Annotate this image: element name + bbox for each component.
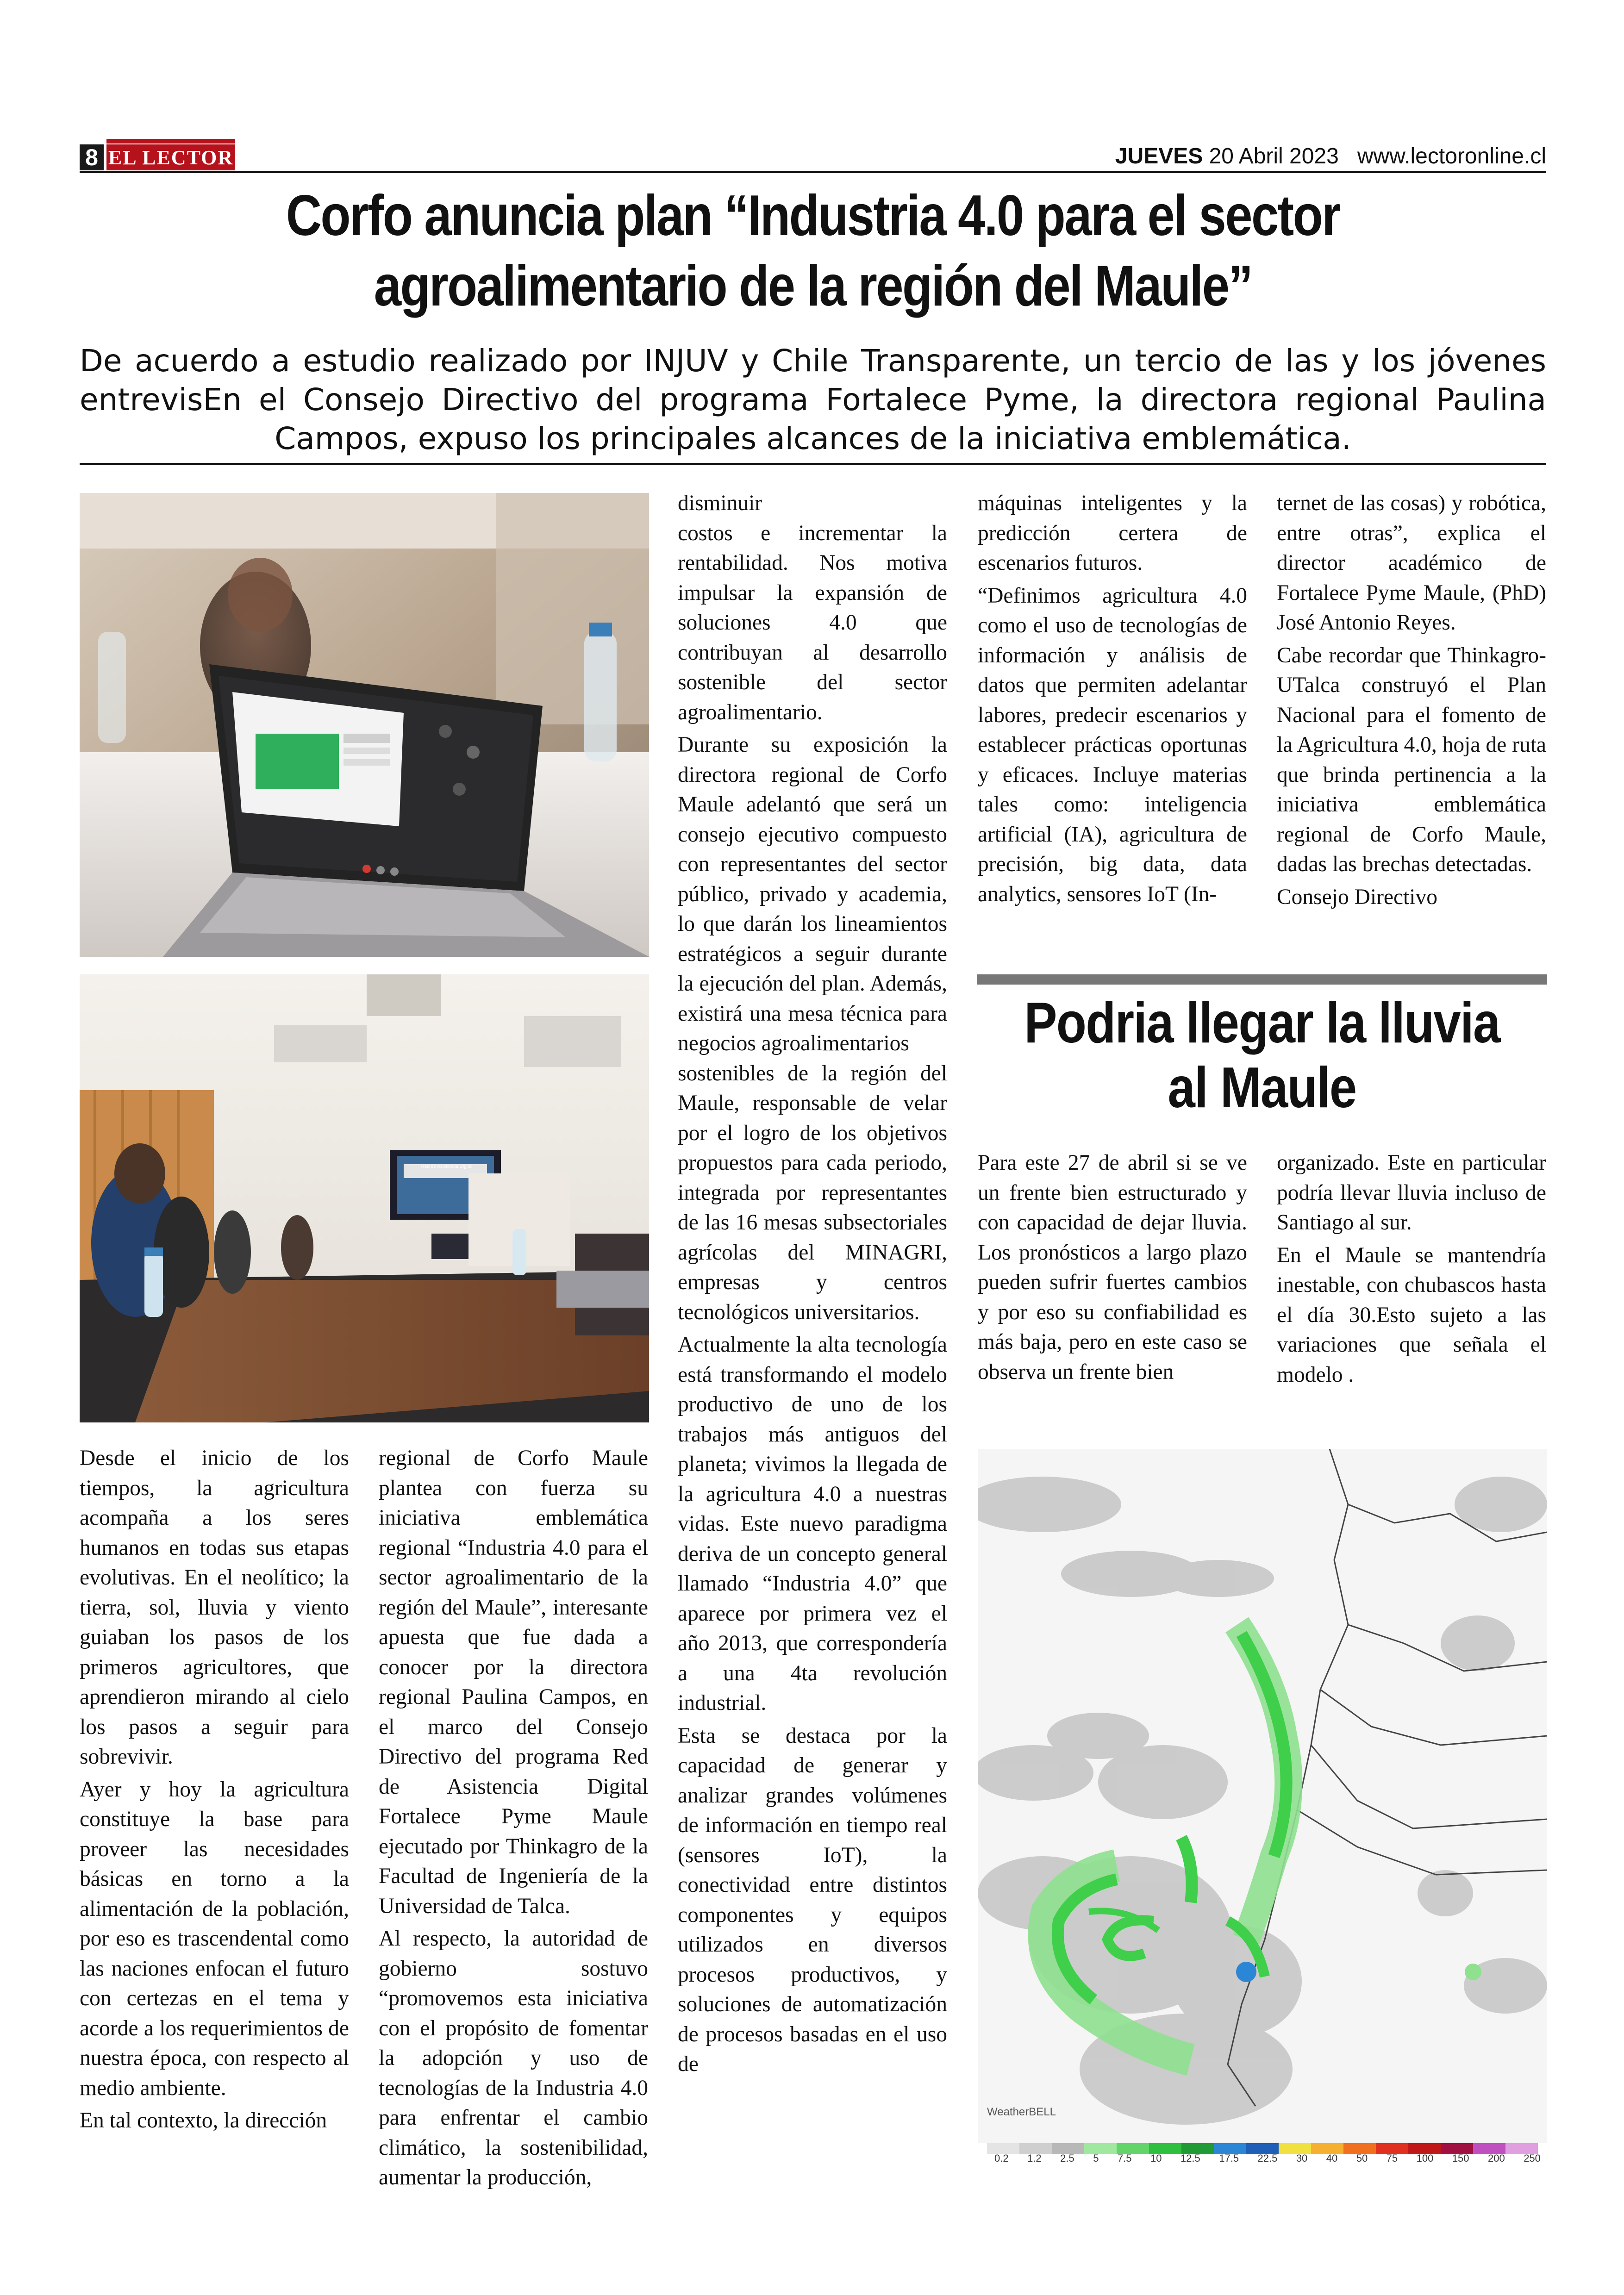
precipitation-map-image	[978, 1449, 1547, 2180]
map-watermark: WeatherBELL	[987, 2106, 1056, 2118]
page-number: 8	[80, 144, 104, 170]
paragraph: Durante su exposición la directora regional de Corfo Maule adelantó que será un consejo ejecutivo compuesto con representantes del sector público, privado y academia, lo que darán los lineamientos estratégicos a seguir durante la ejecución del plan. Además, existirá una mesa técnica para negocios agroalimentarios	[678, 733, 947, 1055]
paragraph: ternet de las cosas) y robótica, entre otras”, explica el director académico de Fortalece Pyme Maule, (PhD) José Antonio Reyes.	[1277, 491, 1546, 635]
paragraph: Para este 27 de abril si se ve un frente bien estructurado y con capacidad de dejar lluvia. Los pronósticos a largo plazo pueden sufrir fuertes cambios y por eso su confiabilidad es más baja, pero en este caso se observa un frente bien	[978, 1151, 1247, 1384]
header-dateline	[1115, 143, 1546, 170]
meeting-room-image	[80, 974, 649, 1422]
paragraph: Desde el inicio de los tiempos, la agricultura acompaña a los seres humanos en todas sus etapas evolutivas. En el neolítico; la tierra, sol, lluvia y viento guiaban los pasos de los primeros agricultores, que aprendieron mirando al cielo los pasos a seguir para sobrevivir.	[80, 1446, 349, 1769]
photo-screen-caption: Red de Asistencia Digital	[421, 1164, 473, 1169]
photo-laptop-meeting	[80, 493, 649, 957]
headline-line-1: Corfo anuncia plan “Industria 4.0 para el sector	[286, 184, 1340, 248]
newspaper-logo: EL LECTOR	[106, 144, 235, 170]
legend-label: 7.5	[1117, 2152, 1132, 2164]
paragraph: regional de Corfo Maule plantea con fuerza su iniciativa emblemática regional “Industria 4.0 para el sector agroalimentario de la región del Maule”, interesante apuesta que fue dada a conocer por la directora regional Paulina Campos, en el marco del Consejo Directivo del programa Red de Asistencia Digital Fortalece Pyme Maule ejecutado por Thinkagro de la Facultad de Ingeniería de la Universidad de Talca.	[379, 1446, 648, 1918]
article1-column-3	[678, 488, 947, 2082]
legend-label: 100	[1416, 2152, 1434, 2164]
laptop-photo-image	[80, 493, 649, 957]
headline-line-2: agroalimentario de la región del Maule”	[374, 254, 1252, 318]
article2-column-2	[1277, 1148, 1546, 1392]
article-headline	[182, 181, 1443, 321]
header-rule	[80, 171, 1546, 173]
legend-label: 150	[1452, 2152, 1469, 2164]
legend-label: 1.2	[1027, 2152, 1042, 2164]
paragraph: máquinas inteligentes y la predicción certera de escenarios futuros.	[978, 491, 1247, 575]
legend-label: 200	[1488, 2152, 1505, 2164]
paragraph: Esta se destaca por la capacidad de generar y analizar grandes volúmenes de información en tiempo real (sensores IoT), la conectividad entre distintos componentes y equipos utilizados en diversos procesos productivos, y soluciones de automatización de procesos basadas en el uso de	[678, 1723, 947, 2076]
paragraph: Ayer y hoy la agricultura constituye la base para proveer las necesidades básicas en torno a la alimentación de la población, por eso es trascendental como las naciones enfocan el futuro con certezas en el tema y acorde a los requerimientos de nuestra época, con respecto al medio ambiente.	[80, 1777, 349, 2100]
paragraph: costos e incrementar la rentabilidad. Nos motiva impulsar la expansión de soluciones 4.0 que contribuyan al desarrollo sostenible del sector agroalimentario.	[678, 521, 947, 724]
paragraph: En el Maule se mantendría inestable, con chubascos hasta el día 30.Esto sujeto a las variaciones que señala el modelo .	[1277, 1243, 1546, 1387]
legend-label: 22.5	[1257, 2152, 1278, 2164]
header-website[interactable]: www.lectoronline.cl	[1357, 144, 1546, 168]
paragraph: “Definimos agricultura 4.0 como el uso de tecnologías de información y análisis de datos que permiten adelantar labores, predecir escenarios y establecer prácticas oportunas y eficaces. Incluye materias tales como: inteligencia artificial (IA), agricultura de precisión, big data, data analytics, sensores IoT (In-	[978, 583, 1247, 906]
legend-label: 2.5	[1060, 2152, 1074, 2164]
legend-label: 75	[1386, 2152, 1398, 2164]
legend-label: 40	[1326, 2152, 1338, 2164]
article2-column-1	[978, 1148, 1247, 1390]
article1-column-1	[80, 1443, 349, 2139]
legend-label: 12.5	[1180, 2152, 1200, 2164]
paragraph: Consejo Directivo	[1277, 885, 1437, 909]
paragraph: sostenibles de la región del Maule, responsable de velar por el logro de los objetivos propuestos para cada periodo, integrada por representantes de las 16 mesas subsectoriales agrícolas del MINAGRI, empresas y centros tecnológicos universitarios.	[678, 1061, 947, 1324]
article2-headline	[1017, 991, 1507, 1120]
header-date: 20 Abril 2023	[1209, 144, 1339, 168]
legend-label: 250	[1524, 2152, 1541, 2164]
article1-column-4	[978, 488, 1247, 912]
headline2-line-1: Podria llegar la lluvia	[1024, 991, 1500, 1055]
legend-label: 5	[1093, 2152, 1099, 2164]
weather-forecast-map	[978, 1449, 1547, 2180]
article1-column-5	[1277, 488, 1546, 915]
legend-label: 0.2	[994, 2152, 1009, 2164]
paragraph: Cabe recordar que Thinkagro- UTalca construyó el Plan Nacional para el fomento de la Agricultura 4.0, hoja de ruta que brinda pertinencia a la iniciativa emblemática regional de Corfo Maule, dadas las brechas detectadas.	[1277, 643, 1546, 876]
legend-label: 10	[1150, 2152, 1162, 2164]
legend-label: 30	[1296, 2152, 1308, 2164]
paragraph: Al respecto, la autoridad de gobierno sostuvo “promovemos esta iniciativa con el propósito de fomentar la adopción y uso de tecnologías de la Industria 4.0 para enfrentar el cambio climático, la sostenibilidad, aumentar la producción,	[379, 1927, 648, 2189]
article-deck: De acuerdo a estudio realizado por INJUV y Chile Transparente, un tercio de las y los jóvenes entrevisEn el Consejo Directivo del programa Fortalece Pyme, la directora regional Paulina Campos, expuso los principales alcances de la iniciativa emblemática.	[80, 343, 1546, 456]
photo-meeting-room	[80, 974, 649, 1422]
deck-rule	[80, 463, 1546, 465]
article1-column-2	[379, 1443, 648, 2195]
logo-top-band	[106, 139, 235, 143]
legend-label: 17.5	[1219, 2152, 1239, 2164]
legend-label: 50	[1356, 2152, 1368, 2164]
paragraph: disminuir	[678, 491, 762, 515]
paragraph: organizado. Este en particular podría llevar lluvia incluso de Santiago al sur.	[1277, 1151, 1546, 1235]
header-day: JUEVES	[1115, 144, 1203, 168]
headline2-line-2: al Maule	[1168, 1056, 1356, 1120]
paragraph: Actualmente la alta tecnología está transformando el modelo productivo de uno de los trabajos más antiguos del planeta; vivimos la llegada de la agricultura 4.0 a nuestras vidas. Este nuevo paradigma deriva de un concepto general llamado “Industria 4.0” que aparece por primera vez el año 2013, que correspondería a una 4ta revolución industrial.	[678, 1333, 947, 1715]
legend-labels	[994, 2152, 1541, 2166]
paragraph: En tal contexto, la dirección	[80, 2108, 327, 2133]
section-divider-bar	[977, 974, 1547, 985]
